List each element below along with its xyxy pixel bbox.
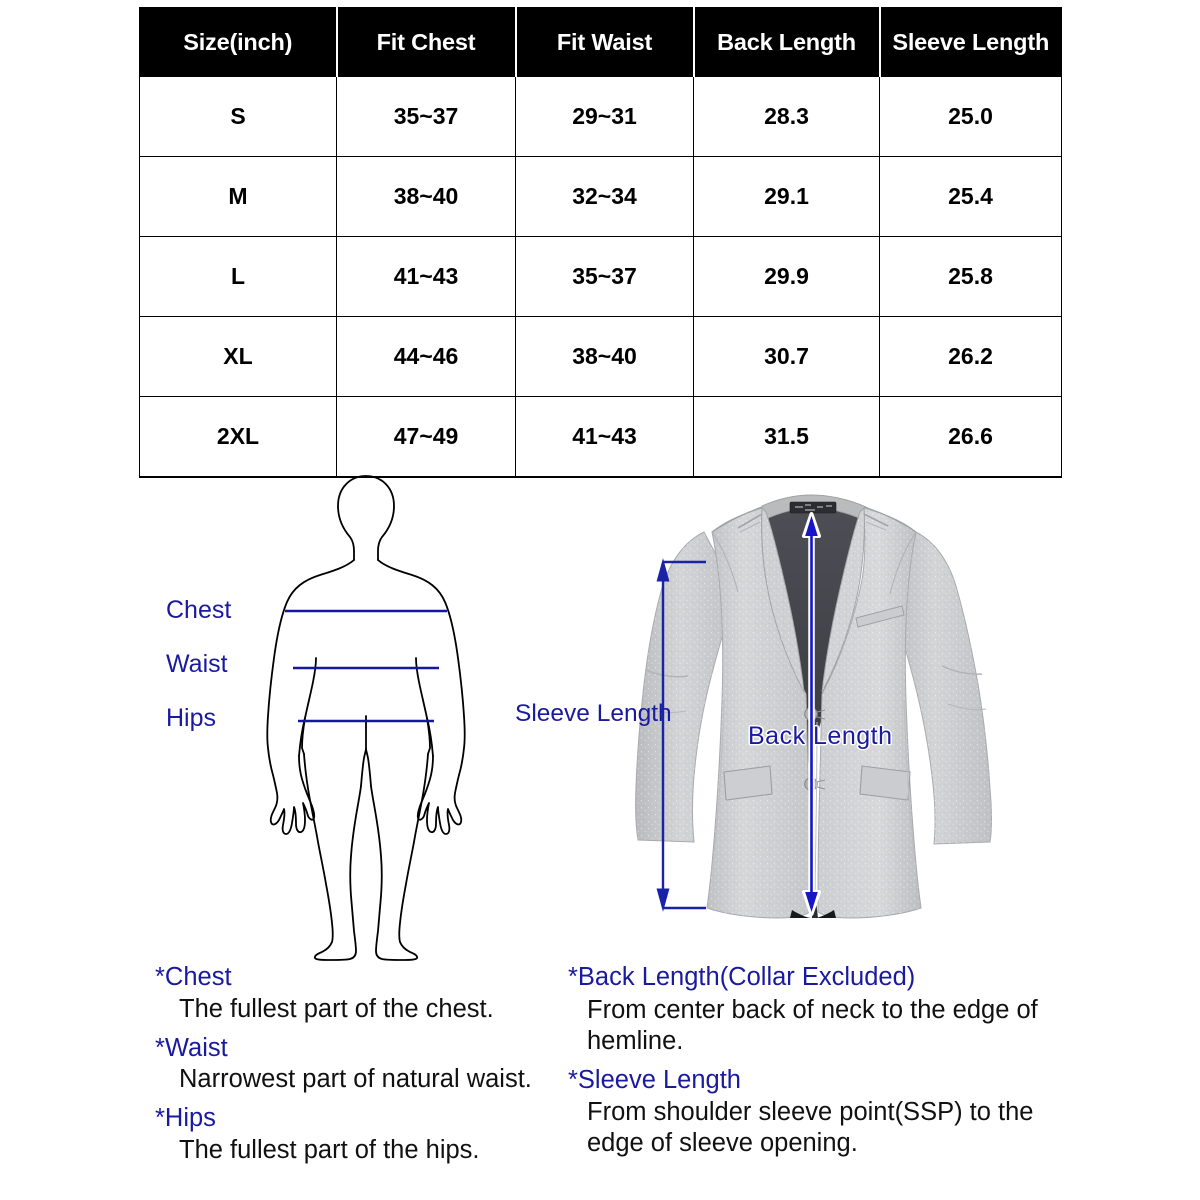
note-heading-hips: *Hips [155,1104,216,1133]
hips-label: Hips [166,704,217,732]
cell-back-length: 28.3 [694,77,880,157]
note-body-hips: The fullest part of the hips. [179,1135,480,1164]
table-row [140,317,1062,397]
column-header-fit-chest: Fit Chest [337,8,516,77]
body-outline-diagram [236,468,496,968]
body-measurement-notes [155,965,555,1177]
cell-fit-waist: 32~34 [516,157,694,237]
cell-fit-waist: 35~37 [516,237,694,317]
column-header-size: Size(inch) [140,8,337,77]
back-length-label: Back Length [748,722,893,750]
column-header-sleeve-length: Sleeve Length [880,8,1062,77]
cell-size: S [140,77,337,157]
cell-back-length: 31.5 [694,397,880,478]
cell-fit-waist: 38~40 [516,317,694,397]
measurement-notes [0,965,1200,1200]
table-body [140,77,1062,478]
note-body-chest: The fullest part of the chest. [179,994,494,1023]
cell-size: XL [140,317,337,397]
cell-size: 2XL [140,397,337,478]
cell-fit-waist: 41~43 [516,397,694,478]
cell-back-length: 29.1 [694,157,880,237]
table-row [140,157,1062,237]
size-chart-table-container [139,7,1061,478]
cell-sleeve-length: 26.6 [880,397,1062,478]
cell-fit-chest: 41~43 [337,237,516,317]
cell-sleeve-length: 25.4 [880,157,1062,237]
size-chart-table [139,7,1062,478]
table-row [140,77,1062,157]
table-header [140,8,1062,77]
cell-sleeve-length: 25.8 [880,237,1062,317]
note-heading-waist: *Waist [155,1033,228,1062]
cell-sleeve-length: 26.2 [880,317,1062,397]
waist-label: Waist [166,650,228,678]
cell-back-length: 30.7 [694,317,880,397]
note-heading-sleeve-length: *Sleeve Length [568,1065,741,1094]
cell-fit-waist: 29~31 [516,77,694,157]
cell-fit-chest: 38~40 [337,157,516,237]
table-header-row [140,8,1062,77]
cell-back-length: 29.9 [694,237,880,317]
chest-label: Chest [166,596,232,624]
column-header-fit-waist: Fit Waist [516,8,694,77]
measurement-figures [0,460,1200,980]
garment-measurement-notes [568,965,1068,1170]
note-heading-back-length: *Back Length(Collar Excluded) [568,963,916,991]
column-header-back-length: Back Length [694,8,880,77]
cell-size: L [140,237,337,317]
sleeve-length-arrow [620,550,720,920]
note-heading-chest: *Chest [155,963,232,991]
cell-fit-chest: 44~46 [337,317,516,397]
cell-fit-chest: 47~49 [337,397,516,478]
cell-fit-chest: 35~37 [337,77,516,157]
note-body-waist: Narrowest part of natural waist. [179,1065,532,1094]
table-row [140,237,1062,317]
sleeve-length-label: Sleeve Length [515,700,672,727]
cell-size: M [140,157,337,237]
note-body-back-length: From center back of neck to the edge of hemline. [587,995,1038,1055]
cell-sleeve-length: 25.0 [880,77,1062,157]
note-body-sleeve-length: From shoulder sleeve point(SSP) to the edge of sleeve opening. [587,1098,1034,1158]
